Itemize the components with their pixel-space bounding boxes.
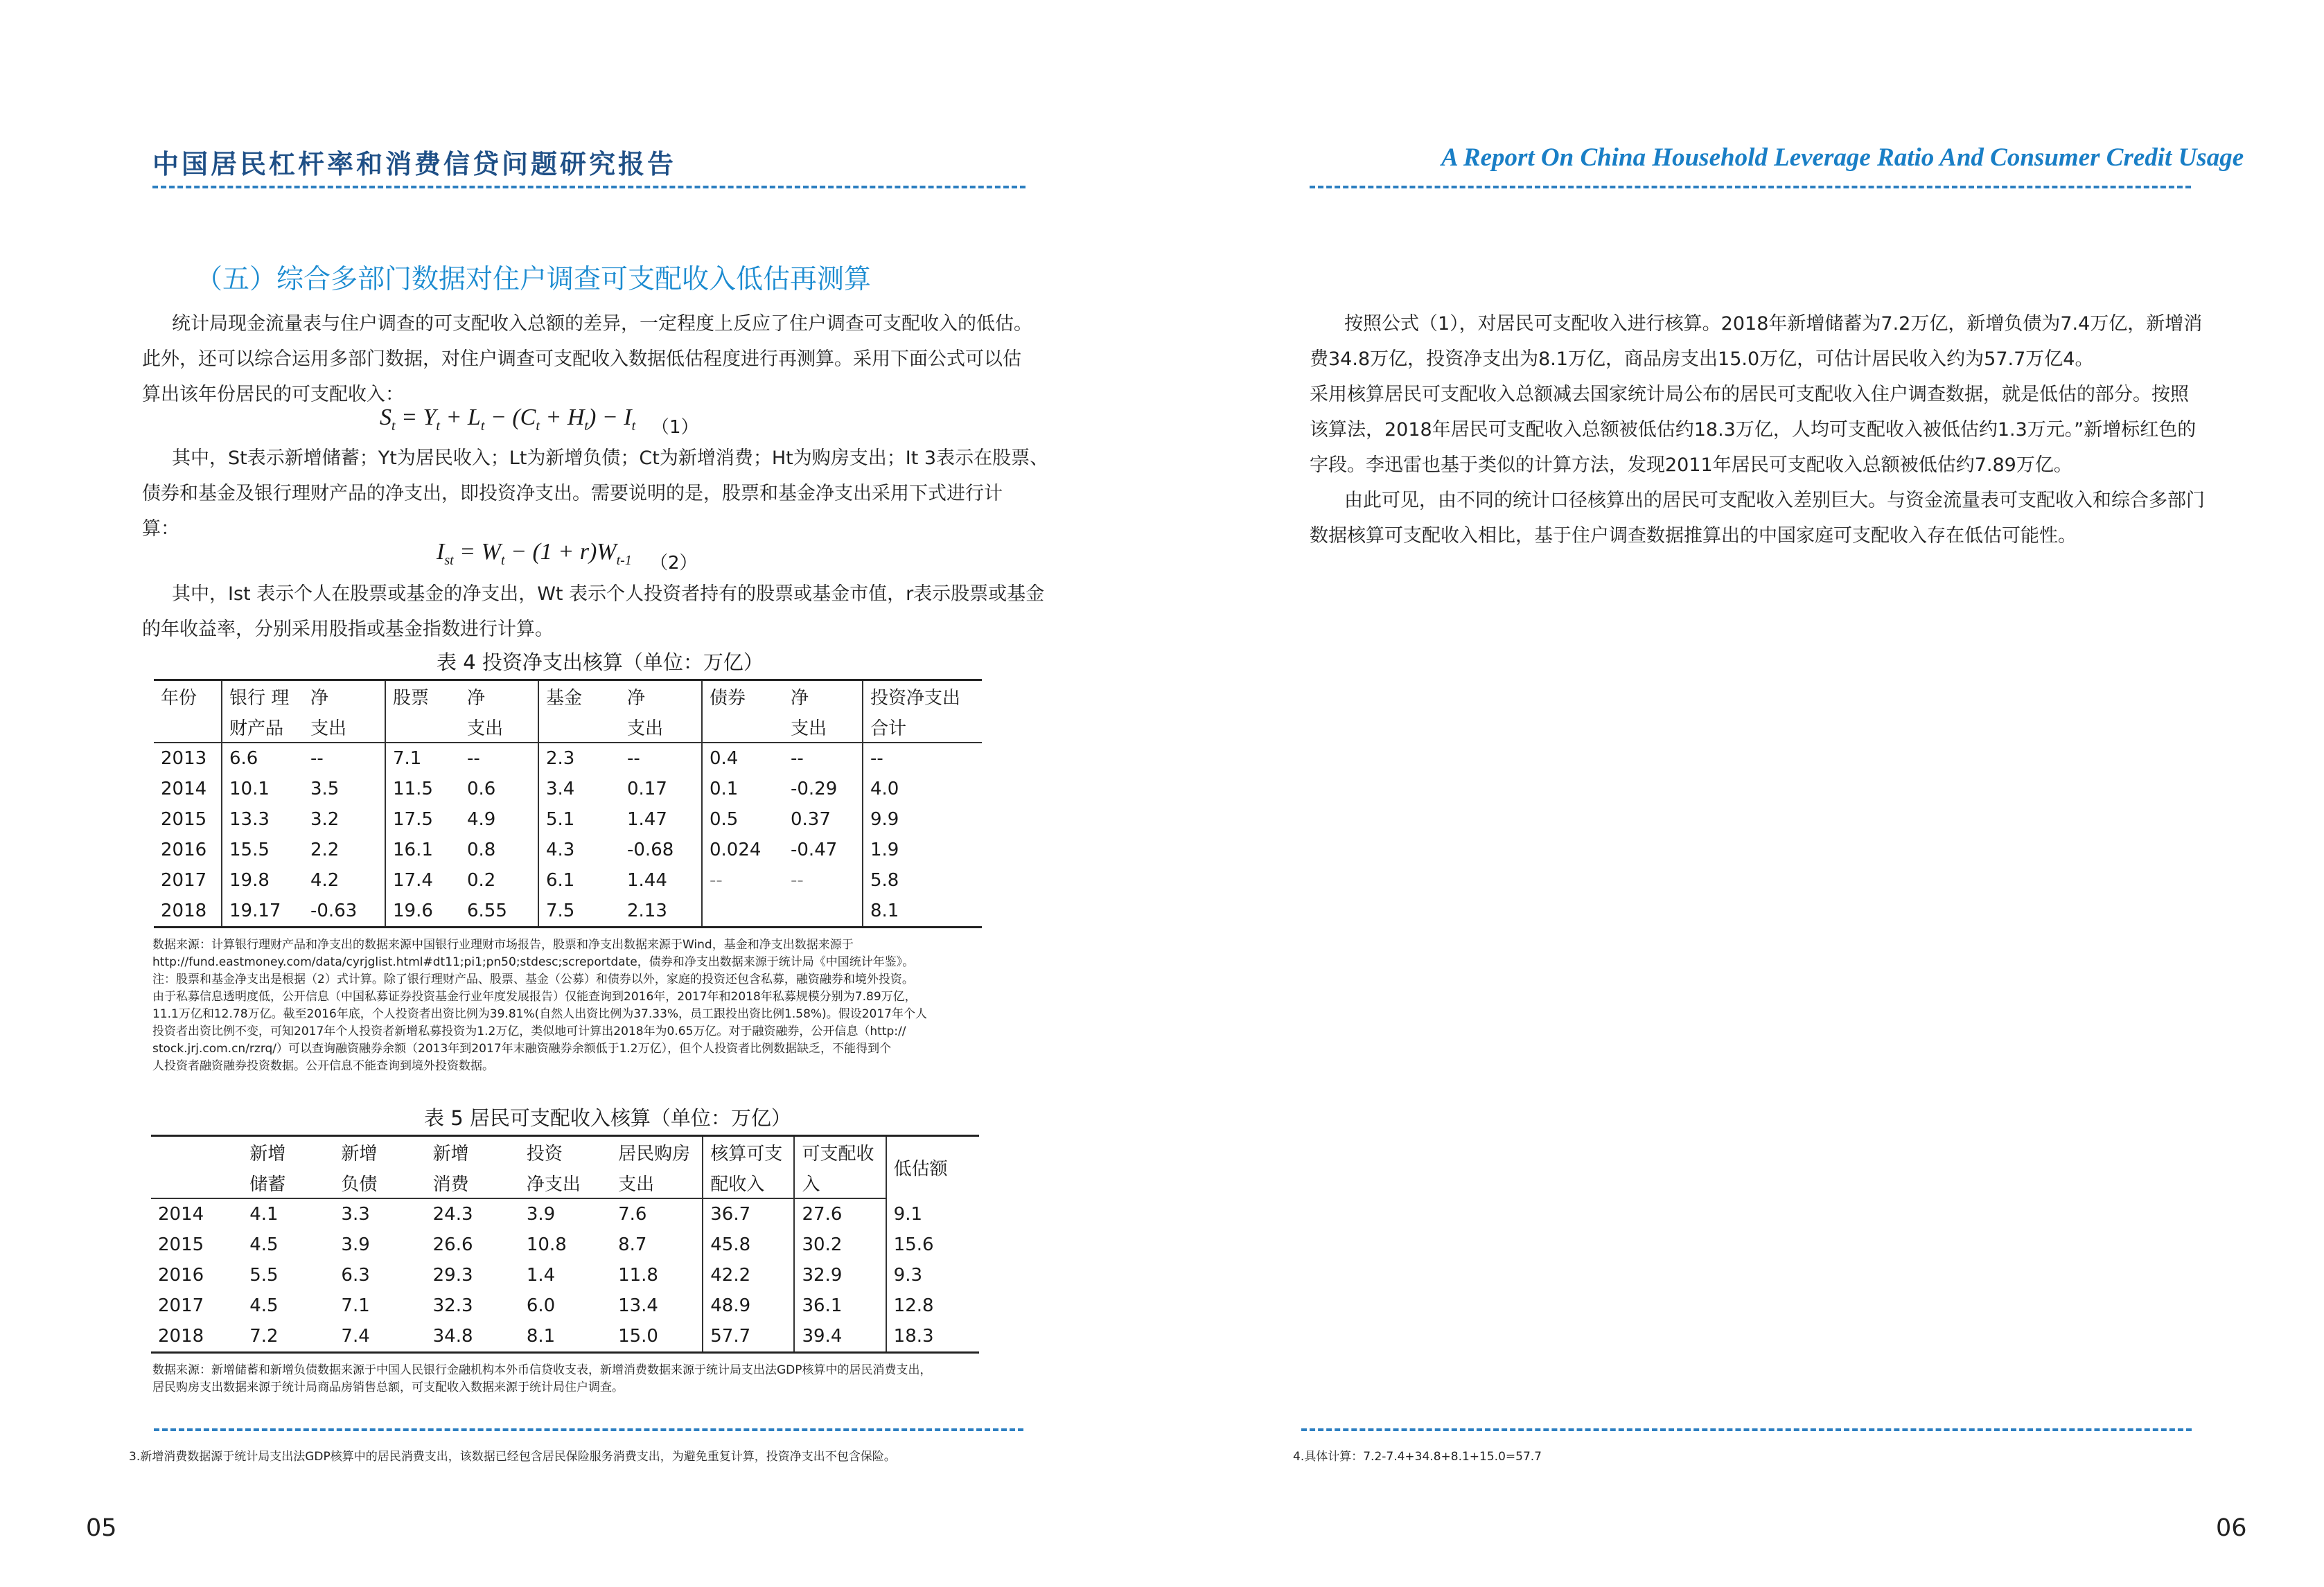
table-4-header: 净 <box>460 680 538 712</box>
table-cell: 2014 <box>161 779 207 799</box>
formula-2: $I_{st} = W_t - (1 + r)W_{t-1}$ <box>437 539 632 568</box>
table-cell: 5.1 <box>538 804 620 835</box>
header-left-title: 中国居民杠杆率和消费信贷问题研究报告 <box>152 148 677 179</box>
table-cell: 15.6 <box>886 1230 979 1260</box>
table-cell: 32.9 <box>794 1260 886 1291</box>
right-line-5: 字段。李迅雷也基于类似的计算方法，发现2011年居民可支配收入总额被低估约7.89万亿。 <box>1310 454 2072 476</box>
table-4-header: 年份 <box>154 680 222 712</box>
formula-2-number: （2） <box>650 553 698 574</box>
table-cell: 2017 <box>161 870 207 891</box>
table-4-notes <box>152 937 927 1075</box>
table-cell: 18.3 <box>886 1321 979 1353</box>
note-line: 数据来源：新增储蓄和新增负债数据来源于中国人民银行金融机构本外币信贷收支表，新增消费数据来源于统计局支出法GDP核算中的居民消费支出， <box>152 1363 932 1377</box>
table-4-header <box>154 711 222 743</box>
table-cell: 8.1 <box>863 896 982 928</box>
table-cell: 27.6 <box>794 1198 886 1230</box>
table-cell: 16.1 <box>385 835 460 865</box>
note-line: 注：股票和基金净支出是根据（2）式计算。除了银行理财产品、股票、基金（公募）和债券以外，家庭的投资还包含私募，融资融券和境外投资。 <box>152 973 914 986</box>
table-cell: 0.8 <box>467 840 496 860</box>
table-cell: 0.2 <box>467 870 496 891</box>
table-cell: 10.1 <box>222 774 303 804</box>
table-5-header: 消费 <box>426 1167 520 1198</box>
table-cell: 48.9 <box>703 1291 794 1321</box>
table-cell: 2018 <box>154 896 222 928</box>
table-4-header: 净 <box>784 680 863 712</box>
table-row <box>154 865 982 896</box>
table-cell: 6.1 <box>538 865 620 896</box>
table-cell: -0.63 <box>303 896 385 928</box>
table-cell: 2018 <box>151 1321 243 1353</box>
table-cell: 29.3 <box>432 1265 473 1286</box>
paragraph-2-line-3: 算： <box>142 518 179 540</box>
table-cell: 7.2 <box>243 1321 334 1353</box>
table-cell: 19.8 <box>222 865 303 896</box>
table-cell: 13.3 <box>222 804 303 835</box>
table-cell: 3.3 <box>341 1204 370 1225</box>
table-5-header: 配收入 <box>703 1167 794 1198</box>
paragraph-2-line-1: 其中，St表示新增储蓄；Yt为居民收入；Lt为新增负债；Ct为新增消费；Ht为购房支出；It 3表示在股票、 <box>172 447 1049 469</box>
table-cell: 4.3 <box>538 835 620 865</box>
right-line-6: 由此可见，由不同的统计口径核算出的居民可支配收入差别巨大。与资金流量表可支配收入和综合多部门 <box>1344 490 2205 511</box>
note-line: 投资者出资比例不变，可知2017年个人投资者新增私募投资为1.2万亿，类似地可计算出2018年为0.65万亿。对于融资融券，公开信息（http:// <box>152 1025 906 1038</box>
right-line-2: 费34.8万亿，投资净支出为8.1万亿，商品房支出15.0万亿，可估计居民收入约为57.7万亿4。 <box>1310 348 2094 370</box>
table-4-caption: 表 4 投资净支出核算（单位：万亿） <box>437 650 764 674</box>
header-divider-right <box>1310 186 2191 188</box>
table-cell: 39.4 <box>794 1321 886 1353</box>
table-cell: 2.3 <box>538 743 620 774</box>
table-cell: 6.55 <box>460 896 538 928</box>
table-row <box>154 743 982 774</box>
table-cell: 2.2 <box>310 840 340 860</box>
table-row <box>154 896 982 928</box>
table-cell: -0.47 <box>791 840 838 860</box>
table-cell: 2013 <box>161 748 207 769</box>
table-cell: 1.47 <box>627 809 667 830</box>
table-cell: 2016 <box>158 1265 204 1286</box>
table-5-header: 投资 <box>520 1136 611 1168</box>
table-row <box>154 804 982 835</box>
table-cell: 19.6 <box>385 896 460 928</box>
right-line-3: 采用核算居民可支配收入总额减去国家统计局公布的居民可支配收入住户调查数据，就是低估的部分。按照 <box>1310 384 2189 405</box>
table-4-header <box>702 711 784 743</box>
table-4-header: 支出 <box>303 711 385 743</box>
note-line: 由于私募信息透明度低，公开信息（中国私募证券投资基金行业年度发展报告）仅能查询到2016年，2017年和2018年私募规模分别为7.89万亿， <box>152 990 917 1004</box>
table-row <box>151 1321 979 1353</box>
table-cell: 6.0 <box>526 1295 556 1316</box>
table-cell: 10.8 <box>526 1234 567 1255</box>
table-row <box>154 774 982 804</box>
table-cell: 9.1 <box>886 1198 979 1230</box>
table-cell: 4.5 <box>249 1234 279 1255</box>
table-5-header <box>151 1167 243 1198</box>
table-cell: 6.3 <box>341 1265 370 1286</box>
table-5-header: 可支配收 <box>794 1136 886 1168</box>
table-cell: 3.9 <box>526 1204 556 1225</box>
table-cell: 8.7 <box>618 1234 647 1255</box>
table-4-header: 财产品 <box>222 711 303 743</box>
note-line: 居民购房支出数据来源于统计局商品房销售总额，可支配收入数据来源于统计局住户调查。 <box>152 1381 624 1394</box>
table-cell: 2014 <box>158 1204 204 1225</box>
note-line: http://fund.eastmoney.com/data/cyrjglist.html#dt11;pi1;pn50;stdesc;screportdate，债券和净支出数据来源于统计局《中国统计年鉴》。 <box>152 955 915 969</box>
table-cell: 45.8 <box>703 1230 794 1260</box>
table-cell: 26.6 <box>432 1234 473 1255</box>
table-cell: 36.7 <box>703 1198 794 1230</box>
paragraph-1-line-2: 此外，还可以综合运用多部门数据，对住户调查可支配收入数据低估程度进行再测算。采用下面公式可以估 <box>142 348 1021 370</box>
table-cell: 1.9 <box>863 835 982 865</box>
table-cell: 6.6 <box>222 743 303 774</box>
table-cell: 3.5 <box>310 779 340 799</box>
table-cell: 0.4 <box>702 743 784 774</box>
table-cell: 7.1 <box>341 1295 370 1316</box>
table-5-header-row-1 <box>151 1136 979 1168</box>
table-cell: 17.5 <box>385 804 460 835</box>
table-cell: 7.6 <box>618 1204 647 1225</box>
table-cell: -- <box>863 743 982 774</box>
table-5-header: 新增 <box>243 1136 334 1168</box>
table-4-header: 支出 <box>784 711 863 743</box>
table-cell: 34.8 <box>426 1321 520 1353</box>
table-cell: -- <box>627 748 640 769</box>
table-cell: 0.5 <box>702 804 784 835</box>
right-line-7: 数据核算可支配收入相比，基于住户调查数据推算出的中国家庭可支配收入存在低估可能性。 <box>1310 525 2077 547</box>
table-5-header: 储蓄 <box>243 1167 334 1198</box>
table-5 <box>151 1135 979 1354</box>
table-cell: 19.17 <box>222 896 303 928</box>
table-row <box>151 1198 979 1230</box>
table-5-header <box>151 1136 243 1168</box>
table-cell: 4.9 <box>467 809 496 830</box>
table-cell <box>784 896 863 928</box>
table-row <box>154 835 982 865</box>
table-cell: 9.9 <box>863 804 982 835</box>
table-cell: 15.5 <box>222 835 303 865</box>
table-cell: 7.1 <box>385 743 460 774</box>
table-cell: 7.4 <box>334 1321 425 1353</box>
table-row <box>151 1291 979 1321</box>
table-cell: 30.2 <box>794 1230 886 1260</box>
paragraph-2-line-2: 债券和基金及银行理财产品的净支出，即投资净支出。需要说明的是，股票和基金净支出采用下式进行计 <box>142 483 1003 504</box>
table-cell: 2016 <box>161 840 207 860</box>
table-4-header: 净 <box>620 680 702 712</box>
table-4-header: 投资净支出 <box>863 680 982 712</box>
table-5-header: 新增 <box>426 1136 520 1168</box>
table-cell: -- <box>467 748 480 769</box>
table-5-caption: 表 5 居民可支配收入核算（单位：万亿） <box>424 1106 791 1130</box>
table-cell: 24.3 <box>432 1204 473 1225</box>
table-cell: -- <box>702 865 784 896</box>
table-cell: 2015 <box>158 1234 204 1255</box>
table-cell: 0.024 <box>702 835 784 865</box>
table-5-header: 核算可支 <box>703 1136 794 1168</box>
table-cell: 36.1 <box>794 1291 886 1321</box>
table-cell: 3.4 <box>538 774 620 804</box>
paragraph-3-line-1: 其中，Ist 表示个人在股票或基金的净支出，Wt 表示个人投资者持有的股票或基金市值，r表示股票或基金 <box>172 583 1045 605</box>
table-4-header: 支出 <box>620 711 702 743</box>
table-cell: 17.4 <box>385 865 460 896</box>
table-cell: 42.2 <box>703 1260 794 1291</box>
table-cell: 9.3 <box>886 1260 979 1291</box>
note-line: stock.jrj.com.cn/rzrq/）可以查询融资融券余额（2013年到2017年末融资融券余额低于1.2万亿），但个人投资者比例数据缺乏，不能得到个 <box>152 1042 892 1056</box>
table-cell: 2.13 <box>620 896 702 928</box>
table-cell: 12.8 <box>886 1291 979 1321</box>
table-4-header-row-1 <box>154 680 982 712</box>
table-cell: 2017 <box>158 1295 204 1316</box>
table-cell: 0.6 <box>467 779 496 799</box>
footnote-divider-right <box>1301 1428 2192 1431</box>
table-4-header <box>538 711 620 743</box>
table-4-header: 合计 <box>863 711 982 743</box>
footnote-divider-left <box>154 1428 1023 1431</box>
table-cell: -- <box>791 748 804 769</box>
table-cell: 4.0 <box>863 774 982 804</box>
table-4 <box>154 679 982 928</box>
right-line-4: 该算法，2018年居民可支配收入总额被低估约18.3万亿，人均可支配收入被低估约1.3万元。”新增标红色的 <box>1310 419 2197 441</box>
table-cell: 5.8 <box>863 865 982 896</box>
table-cell: -0.29 <box>791 779 838 799</box>
note-line: 数据来源：计算银行理财产品和净支出的数据来源中国银行业理财市场报告，股票和净支出数据来源于Wind，基金和净支出数据来源于 <box>152 938 854 952</box>
page-number-left: 05 <box>86 1514 117 1542</box>
table-5-header: 净支出 <box>520 1167 611 1198</box>
table-cell: 2015 <box>161 809 207 830</box>
table-cell: 57.7 <box>703 1321 794 1353</box>
paragraph-1-line-1: 统计局现金流量表与住户调查的可支配收入总额的差异，一定程度上反应了住户调查可支配收入的低估。 <box>172 313 1032 335</box>
table-cell: 13.4 <box>618 1295 658 1316</box>
note-line: 11.1万亿和12.78万亿。截至2016年底，个人投资者出资比例为39.81%(自然人出资比例为37.33%，员工跟投出资比例1.58%)。假设2017年个人 <box>152 1007 927 1021</box>
table-4-header: 基金 <box>538 680 620 712</box>
table-cell: -- <box>791 870 804 891</box>
table-cell: 15.0 <box>611 1321 703 1353</box>
table-cell: 11.5 <box>385 774 460 804</box>
footnote-right: 4.具体计算：7.2-7.4+34.8+8.1+15.0=57.7 <box>1293 1450 1542 1464</box>
table-5-header: 入 <box>794 1167 886 1198</box>
table-4-header: 支出 <box>460 711 538 743</box>
page-number-right: 06 <box>2216 1514 2247 1542</box>
table-cell: 1.4 <box>526 1265 556 1286</box>
table-4-header <box>385 711 460 743</box>
table-4-header: 债券 <box>702 680 784 712</box>
table-cell: 0.17 <box>627 779 667 799</box>
table-cell: 7.5 <box>538 896 620 928</box>
table-5-header: 居民购房 <box>611 1136 703 1168</box>
table-cell: 5.5 <box>249 1265 279 1286</box>
table-5-header: 新增 <box>334 1136 425 1168</box>
table-cell: 11.8 <box>618 1265 658 1286</box>
table-row <box>151 1260 979 1291</box>
table-cell: 0.37 <box>791 809 831 830</box>
table-cell: 3.2 <box>310 809 340 830</box>
table-4-header: 净 <box>303 680 385 712</box>
header-right-title: A Report On China Household Leverage Ratio And Consumer Credit Usage <box>1441 143 2244 172</box>
note-line: 人投资者融资融券投资数据。公开信息不能查询到境外投资数据。 <box>152 1059 494 1073</box>
table-5-header: 低估额 <box>886 1136 979 1199</box>
table-cell: 4.2 <box>310 870 340 891</box>
paragraph-3-line-2: 的年收益率，分别采用股指或基金指数进行计算。 <box>142 619 554 640</box>
table-5-header: 支出 <box>611 1167 703 1198</box>
formula-1-number: （1） <box>651 417 699 438</box>
table-5-header: 负债 <box>334 1167 425 1198</box>
header-divider-left <box>152 186 1025 188</box>
table-cell: 4.5 <box>249 1295 279 1316</box>
table-5-header-row-2 <box>151 1167 979 1198</box>
formula-1: $S_t = Y_t + L_t - (C_t + H_t) - I_t$ <box>380 405 636 434</box>
table-row <box>151 1230 979 1260</box>
table-5-notes <box>152 1362 932 1397</box>
table-cell: 32.3 <box>432 1295 473 1316</box>
table-4-header-row-2 <box>154 711 982 743</box>
table-cell: -0.68 <box>627 840 674 860</box>
table-4-header: 银行 理 <box>222 680 303 712</box>
table-cell: 4.1 <box>249 1204 279 1225</box>
footnote-left: 3.新增消费数据源于统计局支出法GDP核算中的居民消费支出，该数据已经包含居民保险服务消费支出，为避免重复计算，投资净支出不包含保险。 <box>129 1450 896 1464</box>
table-cell: 1.44 <box>627 870 667 891</box>
table-cell: 3.9 <box>341 1234 370 1255</box>
table-cell: 0.1 <box>702 774 784 804</box>
right-line-1: 按照公式（1），对居民可支配收入进行核算。2018年新增储蓄为7.2万亿，新增负债为7.4万亿，新增消 <box>1344 313 2203 335</box>
section-title: （五）综合多部门数据对住户调查可支配收入低估再测算 <box>195 264 872 295</box>
table-cell <box>702 896 784 928</box>
table-cell: 8.1 <box>520 1321 611 1353</box>
table-cell: -- <box>310 748 324 769</box>
paragraph-1-line-3: 算出该年份居民的可支配收入： <box>142 384 404 405</box>
table-4-header: 股票 <box>385 680 460 712</box>
